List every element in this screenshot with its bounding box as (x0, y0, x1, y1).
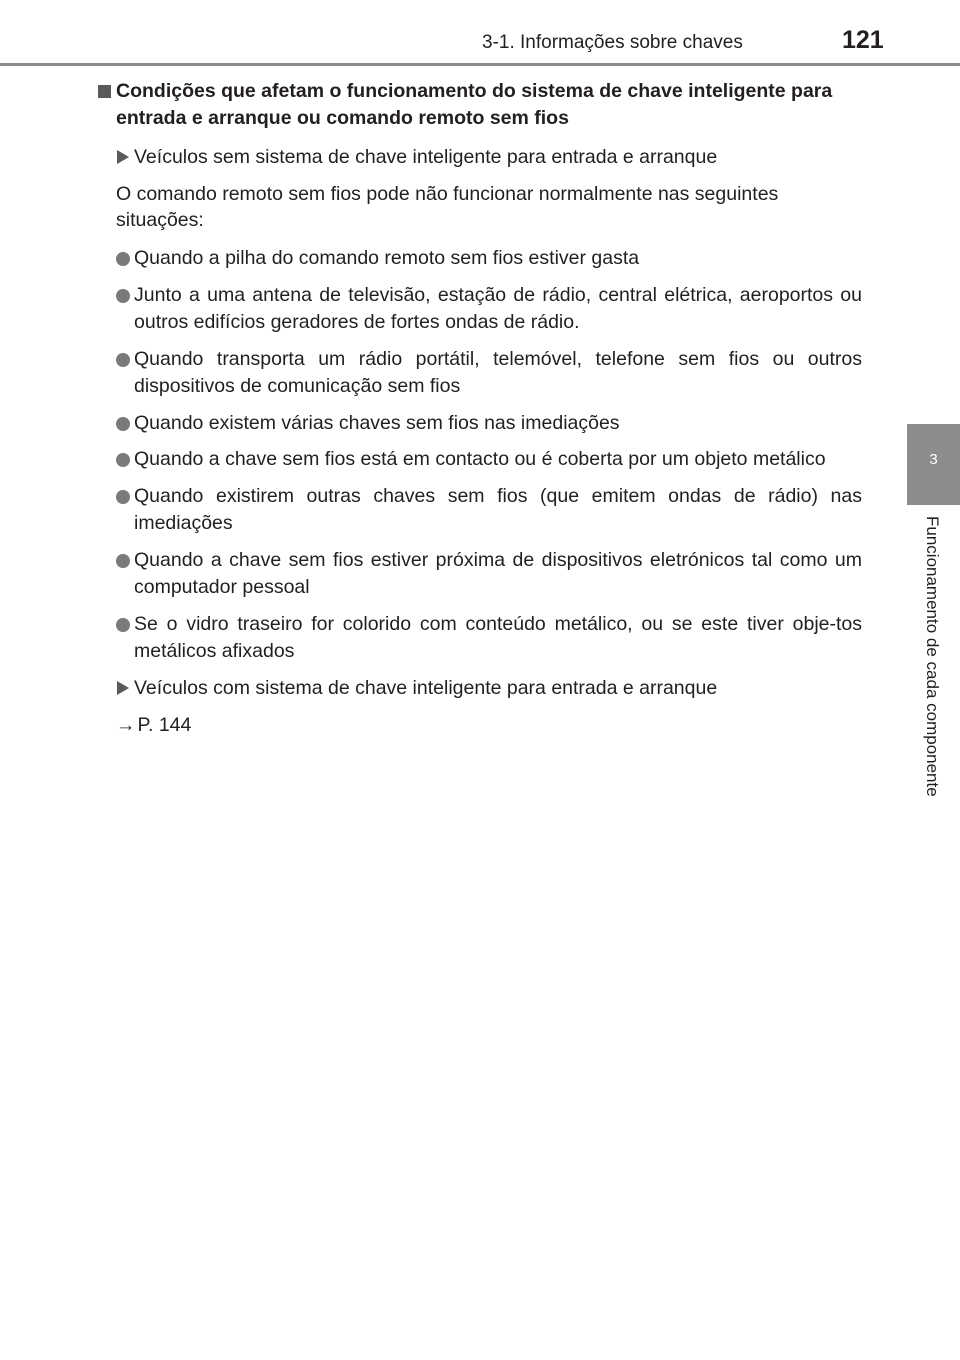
subheading-smart-key (96, 675, 862, 701)
bullet-dot-icon (116, 554, 130, 568)
page-reference[interactable] (96, 712, 862, 738)
intro-paragraph: O comando remoto sem fios pode não funcionar normalmente nas seguintes situações: (116, 183, 779, 231)
chapter-number: 3 (929, 451, 938, 468)
bullet-dot-icon (116, 490, 130, 504)
chapter-label: Funcionamento de cada componente (923, 516, 942, 797)
list-item-text: Quando a pilha do comando remoto sem fios estiver gasta (134, 247, 640, 269)
section-heading (96, 78, 862, 132)
list-item (96, 483, 862, 538)
square-bullet-icon (98, 85, 111, 98)
bullet-dot-icon (116, 353, 130, 367)
subheading-text: Veículos sem sistema de chave inteligente para entrada e arranque (134, 146, 718, 168)
bullet-dot-icon (116, 252, 130, 266)
bullet-dot-icon (116, 453, 130, 467)
main-content (96, 78, 862, 738)
list-item (96, 245, 862, 273)
subheading-no-smart-key (96, 144, 862, 170)
bullet-dot-icon (116, 417, 130, 431)
list-item-text: Quando existirem outras chaves sem fios (que emitem ondas de rádio) nas imediações (134, 484, 862, 534)
page-reference-text[interactable]: P. 144 (137, 713, 192, 736)
section-title: 3-1. Informações sobre chaves (482, 32, 743, 53)
bullet-dot-icon (116, 289, 130, 303)
list-item (96, 346, 862, 401)
chapter-tab (907, 424, 960, 505)
conditions-list (96, 245, 862, 666)
triangle-right-icon (117, 150, 129, 164)
list-item-text: Quando existem várias chaves sem fios nas imediações (134, 411, 620, 434)
section-heading-text: Condições que afetam o funcionamento do sistema de chave inteligente para entrada e arranque ou comando remoto sem fios (116, 80, 833, 129)
list-item-text: Junto a uma antena de televisão, estação de rádio, central elétrica, aeroportos ou outros edifícios geradores de fortes ondas de rádio. (134, 283, 862, 333)
header-divider (0, 63, 960, 66)
bullet-dot-icon (116, 618, 130, 632)
arrow-right-icon: → (116, 713, 136, 736)
list-item (96, 446, 862, 474)
list-item-text: Quando transporta um rádio portátil, telemóvel, telefone sem fios ou outros dispositivos de comunicação sem fios (134, 347, 862, 397)
triangle-right-icon (117, 681, 129, 695)
list-item-text: Quando a chave sem fios está em contacto ou é coberta por um objeto metálico (134, 448, 826, 470)
subheading-text: Veículos com sistema de chave inteligente para entrada e arranque (134, 676, 718, 699)
list-item (96, 547, 862, 602)
list-item-text: Quando a chave sem fios estiver próxima de dispositivos eletrónicos tal como um computador pessoal (134, 548, 862, 598)
list-item (96, 282, 862, 337)
list-item (96, 410, 862, 438)
page-number: 121 (842, 26, 884, 54)
list-item-text: Se o vidro traseiro for colorido com conteúdo metálico, ou se este tiver obje-tos metálicos afixados (134, 612, 862, 662)
list-item (96, 611, 862, 666)
